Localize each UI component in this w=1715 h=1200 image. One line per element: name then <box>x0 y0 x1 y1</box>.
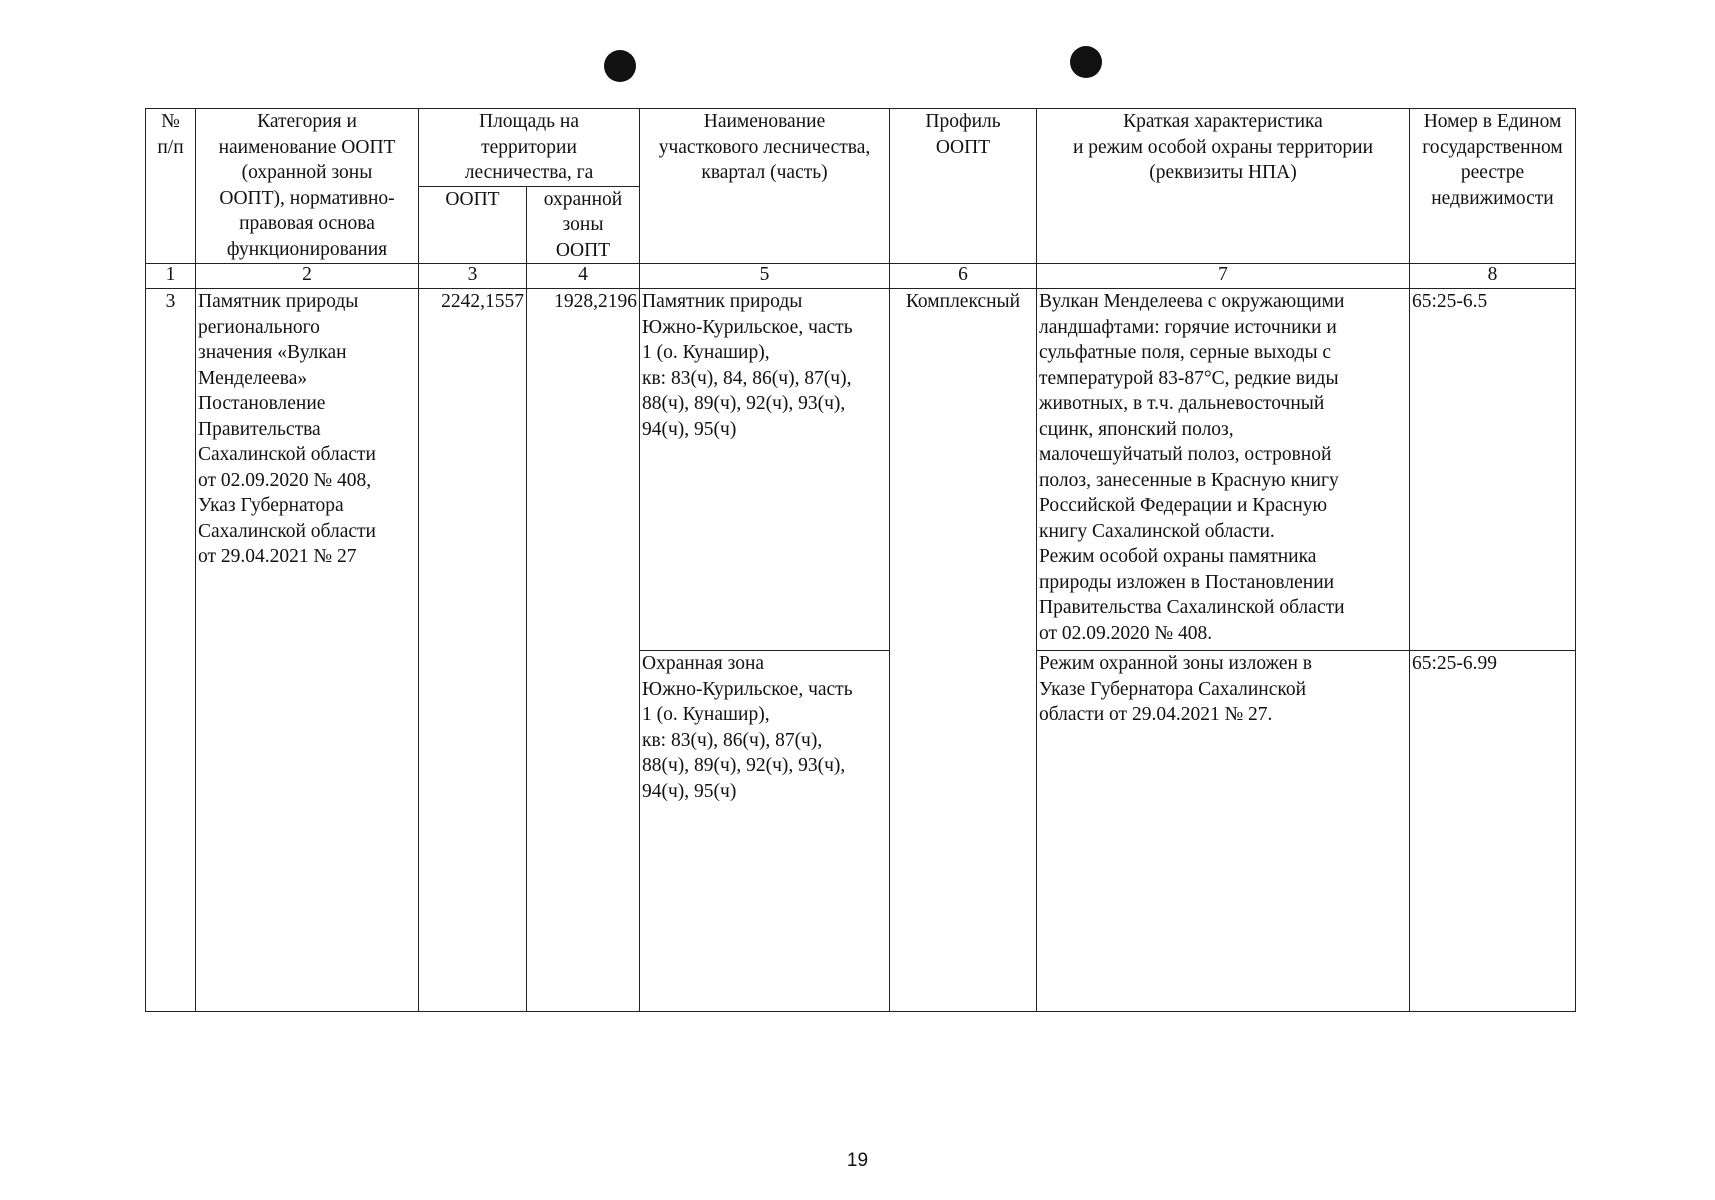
punch-hole-left <box>604 50 636 82</box>
forestry-cell-monument: Памятник природы Южно-Курильское, часть 1 (о. Кунашир), кв: 83(ч), 84, 86(ч), 87(ч), 88(ч), 89(ч), 92(ч), 93(ч), 94(ч), 95(ч) <box>640 289 890 651</box>
punch-hole-right <box>1070 46 1102 78</box>
header-registry: Номер в Едином государственном реестре недвижимости <box>1410 109 1576 264</box>
header-area-group: Площадь на территории лесничества, га <box>419 109 640 187</box>
area-oopt-cell: 2242,1557 <box>419 289 527 1012</box>
column-number: 2 <box>196 264 419 289</box>
description-cell-zone: Режим охранной зоны изложен в Указе Губернатора Сахалинской области от 29.04.2021 № 27. <box>1037 651 1410 1012</box>
header-category: Категория и наименование ООПТ (охранной зоны ООПТ), нормативно- правовая основа функционирования <box>196 109 419 264</box>
header-description: Краткая характеристика и режим особой охраны территории (реквизиты НПА) <box>1037 109 1410 264</box>
area-zone-cell: 1928,2196 <box>527 289 640 1012</box>
oopt-table <box>145 108 1576 1012</box>
column-number: 1 <box>146 264 196 289</box>
column-number: 8 <box>1410 264 1576 289</box>
forestry-cell-zone: Охранная зона Южно-Курильское, часть 1 (о. Кунашир), кв: 83(ч), 86(ч), 87(ч), 88(ч), 89(ч), 92(ч), 93(ч), 94(ч), 95(ч) <box>640 651 890 1012</box>
table-row <box>146 289 1576 651</box>
page-number: 19 <box>846 1150 869 1171</box>
registry-cell-monument: 65:25-6.5 <box>1410 289 1576 651</box>
column-number: 5 <box>640 264 890 289</box>
header-area-oopt: ООПТ <box>419 186 527 264</box>
description-cell-monument: Вулкан Менделеева с окружающими ландшафтами: горячие источники и сульфатные поля, серные выходы с температурой 83-87°С, редкие виды животных, в т.ч. дальневосточный сцинк, японский полоз, малочешуйчатый полоз, островной полоз, занесенные в Красную книгу Российской Федерации и Красную книгу Сахалинской области. Режим особой охраны памятника природы изложен в Постановлении Правительства Сахалинской области от 02.09.2020 № 408. <box>1037 289 1410 651</box>
profile-cell: Комплексный <box>890 289 1037 1012</box>
registry-cell-zone: 65:25-6.99 <box>1410 651 1576 1012</box>
category-cell: Памятник природы регионального значения «Вулкан Менделеева» Постановление Правительства Сахалинской области от 02.09.2020 № 408, Указ Губернатора Сахалинской области от 29.04.2021 № 27 <box>196 289 419 1012</box>
header-forestry: Наименование участкового лесничества, квартал (часть) <box>640 109 890 264</box>
column-number: 6 <box>890 264 1037 289</box>
row-number: 3 <box>146 289 196 1012</box>
column-number: 7 <box>1037 264 1410 289</box>
column-numbers-row <box>146 264 1576 289</box>
header-profile: Профиль ООПТ <box>890 109 1037 264</box>
header-area-zone: охранной зоны ООПТ <box>527 186 640 264</box>
column-number: 4 <box>527 264 640 289</box>
header-number: № п/п <box>146 109 196 264</box>
column-number: 3 <box>419 264 527 289</box>
